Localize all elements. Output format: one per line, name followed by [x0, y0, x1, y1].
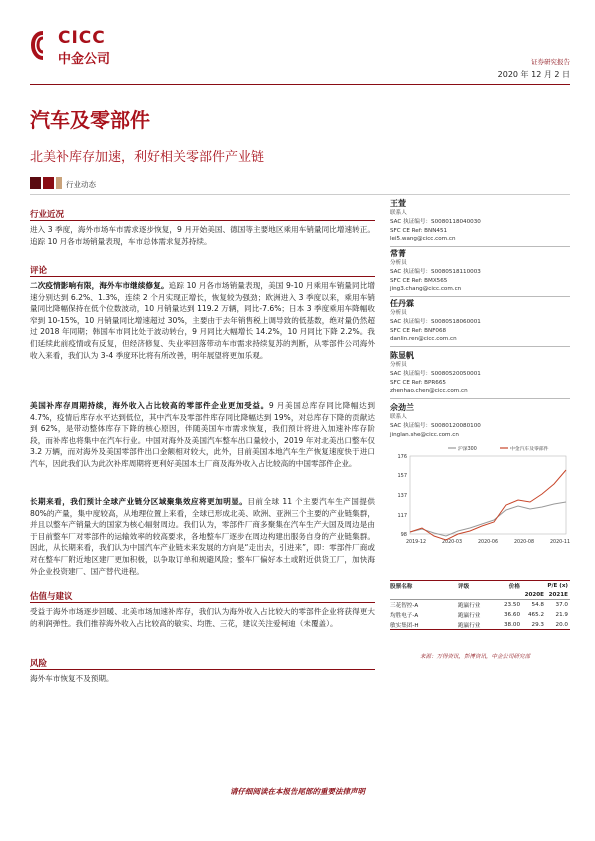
analyst-role: 分析员 — [390, 310, 407, 316]
analyst-divider — [390, 398, 570, 399]
section-risk-title: 风险 — [30, 659, 48, 669]
section-overview-title: 行业近况 — [30, 210, 65, 220]
table-cell: 21.9 — [555, 612, 568, 618]
table-header-row — [390, 580, 570, 590]
analyst-3 — [390, 350, 570, 399]
series-line-0 — [410, 502, 566, 536]
y-tick-label: 176 — [397, 454, 407, 460]
analyst-role: 分析员 — [390, 260, 407, 266]
p3-lead: 长期来看，我们预计全球产业链分区域聚集效应将更加明显。 — [30, 497, 248, 506]
analyst-role: 分析员 — [390, 362, 407, 368]
section-valuation-line — [30, 602, 375, 603]
analyst-2 — [390, 298, 570, 347]
header-divider — [30, 84, 570, 85]
legal-notice: 请仔细阅读在本报告尾部的重要法律声明 — [230, 787, 365, 796]
section-comment-title: 评论 — [30, 266, 48, 276]
analyst-sfc: SFC CE Ref: BNF068 — [390, 327, 447, 334]
risk-text: 海外车市恢复不及预期。 — [30, 674, 114, 683]
table-source: 来源：万得资讯，彭博资讯，中金公司研究部 — [420, 654, 531, 660]
analyst-email[interactable]: zhenhao.chen@cicc.com.cn — [390, 388, 468, 395]
section-overview-line — [30, 220, 375, 221]
analyst-1 — [390, 248, 570, 297]
table-header: 评级 — [458, 583, 470, 590]
analyst-sac: SAC 执证编号：S0080518060001 — [390, 318, 481, 325]
analyst-name: 任丹霖 — [390, 299, 414, 308]
comment-para-1 — [30, 280, 375, 361]
p1-body: 追踪 10 月各市场销量表现，美国 9-10 月乘用车销量同比增速分别达到 6.2%、1.3%，连续 2 个月实现正增长，恢复较为强劲；欧洲进入 3 季度以来，乘用车销量同比降幅保持在低个位数波动，10 月销量达到 119.2 万辆，同比-7.6%；日本 3 季度乘用车降幅收窄到 10-15%，10 月销量同比增速超过 30%，主要由于去年销售税上调导致的低基数，绝对量仍然超过 2018 年同期；韩国车市同比处于波动转台，9 月同比大幅增长 14.2%，10 月同比下降 2.2%。我们延续此前疫情或有反复，但经济修复、失业率回落带动车市需求持续复苏的判断，从零部件公司海外收入来看，我们认为 3-4 季度环比将有所改善，明年展望将更加乐观。 — [30, 281, 375, 360]
logo-mark-icon — [30, 30, 56, 64]
table-cell: 38.00 — [503, 621, 520, 628]
legend-label-1: 中金汽车及零部件 — [510, 447, 549, 452]
table-header: 价格 — [508, 583, 520, 590]
legend-label-0: 沪深300 — [458, 447, 477, 452]
analyst-4 — [390, 402, 570, 439]
table-cell: 跑赢行业 — [458, 603, 481, 609]
y-tick-label: 137 — [397, 493, 407, 499]
analyst-role: 联系人 — [390, 414, 407, 420]
tag-divider — [30, 194, 570, 195]
analyst-sac: SAC 执证编号：S0080120080100 — [390, 422, 481, 429]
stock-table — [390, 580, 570, 630]
table-cell: 跑赢行业 — [458, 613, 481, 619]
cicc-logo — [30, 28, 140, 68]
table-row — [390, 610, 570, 620]
table-subheader: 2020E — [524, 591, 544, 598]
comment-para-3 — [30, 496, 375, 577]
table-header: P/E (x) — [547, 582, 568, 589]
table-cell: 23.50 — [503, 602, 520, 608]
comment-para-2 — [30, 400, 375, 470]
analyst-sac: SAC 执证编号：S0080518110003 — [390, 268, 481, 275]
section-risk-line — [30, 669, 375, 670]
section-comment-line — [30, 276, 375, 277]
table-row — [390, 600, 570, 610]
tag-block-dark — [30, 177, 41, 189]
table-cell: 36.60 — [503, 612, 520, 618]
analyst-email[interactable]: lei5.wang@cicc.com.cn — [390, 236, 456, 243]
p2-lead: 美国补库存周期持续，海外收入占比较高的零部件企业更加受益。 — [30, 401, 269, 410]
table-cell: 20.0 — [555, 621, 568, 628]
y-tick-label: 98 — [400, 532, 407, 538]
y-tick-label: 157 — [397, 473, 407, 479]
analyst-name: 陈显帆 — [390, 351, 414, 360]
x-tick-label: 2019-12 — [405, 540, 427, 545]
table-header: 股票名称 — [390, 583, 413, 590]
y-tick-label: 117 — [397, 513, 407, 519]
page-subtitle: 北美补库存加速，利好相关零部件产业链 — [30, 150, 265, 165]
overview-text: 进入 3 季度，海外市场车市需求逐步恢复，9 月开始美国、德国等主要地区乘用车销量同比增速转正。追踪 10 月各市场销量表现，车市总体需求复苏持续。 — [30, 225, 375, 246]
table-cell: 三花智控-A — [390, 603, 419, 609]
analyst-sfc: SFC CE Ref: BNN451 — [390, 227, 448, 234]
tag-label: 行业动态 — [66, 180, 96, 189]
table-cell: 465.2 — [527, 612, 544, 618]
section-valuation-title: 估值与建议 — [30, 592, 73, 602]
table-cell: 跑赢行业 — [458, 622, 481, 629]
x-tick-label: 2020-11 — [549, 540, 571, 545]
analyst-role: 联系人 — [390, 210, 407, 216]
analyst-email[interactable]: danlin.ren@cicc.com.cn — [390, 336, 457, 343]
table-cell: 敏实集团-H — [390, 622, 419, 629]
analyst-email[interactable]: jing3.chang@cicc.com.cn — [390, 286, 462, 293]
table-cell: 均胜电子-A — [390, 613, 419, 619]
analyst-divider — [390, 346, 570, 347]
table-cell: 54.8 — [531, 602, 544, 608]
analyst-name: 佘劲兰 — [390, 403, 414, 412]
logo-cn: 中金公司 — [58, 52, 111, 67]
index-chart — [388, 442, 573, 554]
report-date: 2020 年 12 月 2 日 — [497, 70, 570, 79]
table-row — [390, 620, 570, 630]
analyst-sac: SAC 执证编号：S0080520050001 — [390, 370, 481, 377]
report-type: 证券研究报告 — [531, 58, 570, 66]
analyst-sfc: SFC CE Ref: BMX565 — [390, 277, 448, 284]
p3-body: 目前全球 11 个主要汽车生产国提供 80%的产量，集中度较高，从地理位置上来看，全球已形成北美、欧洲、亚洲三个主要的产业链集群，并且以整车产销量大的国家为核心辐射周边。我们认为，零部件厂商多聚集在汽车生产大国及周边是由于目前整车厂对零部件的运输效率的较高要求，各地整车厂逐步在周边构建出服务自身的产业链集群。因此，从长期来看，我们认为中国汽车产业链未来发展的方向是“走出去，引进来”，即：零部件厂商或对在整车厂附近地区建厂更加积极，以争取订单和规避风险；整车厂偏好本土或附近供货工厂，加快海外企业投资建厂、国产替代进程。 — [30, 497, 375, 576]
valuation-text: 受益于海外市场逐步回暖、北美市场加速补库存，我们认为海外收入占比较大的零部件企业将获得更大的利润弹性。我们推荐海外收入占比较高的敏实、均胜、三花，建议关注爱柯迪（未覆盖）。 — [30, 607, 375, 628]
table-subheader: 2021E — [548, 591, 568, 598]
series-line-1 — [410, 470, 566, 540]
analyst-0 — [390, 198, 570, 247]
p2-body: 9 月美国总库存同比降幅达到 4.7%，疫情后库存水平达到低位，其中汽车及零部件库存同比降幅达到 19%，对总库存下降的贡献达到 62%，是带动整体库存下降的核心原因，伴随美国车市需求恢复，我们预计将进入加速补库存阶段，而补库也将集中在汽车行业。中国对海外及美国汽车整车出口量较小，2019 年对北美出口整车仅 3.2 万辆，而对海外及美国零部件出口金额相对较大，此外，目前美国本地汽车生产恢复速度快于进口汽车，因此我们认为此次补库周期将更利好美国本土厂商及海外收入占比较高的中国零部件企业。 — [30, 401, 376, 468]
p1-lead: 二次疫情影响有限，海外车市继续修复。 — [30, 281, 169, 290]
analyst-sac: SAC 执证编号：S0080118040030 — [390, 218, 481, 225]
table-subheader-row — [390, 590, 570, 600]
analyst-sfc: SFC CE Ref: BPR665 — [390, 379, 446, 386]
logo-en: CICC — [58, 28, 106, 48]
analyst-email[interactable]: jinglan.she@cicc.com.cn — [390, 431, 459, 438]
x-tick-label: 2020-06 — [477, 540, 499, 545]
analyst-name: 常菁 — [390, 249, 406, 258]
tag-block-mid — [43, 177, 54, 189]
x-tick-label: 2020-08 — [513, 540, 535, 545]
page-title: 汽车及零部件 — [30, 108, 150, 132]
tag-block-light — [56, 177, 62, 189]
x-tick-label: 2020-03 — [441, 540, 463, 545]
analyst-name: 王萱 — [390, 199, 406, 208]
table-cell: 37.0 — [555, 602, 568, 608]
table-cell: 29.3 — [531, 621, 544, 628]
